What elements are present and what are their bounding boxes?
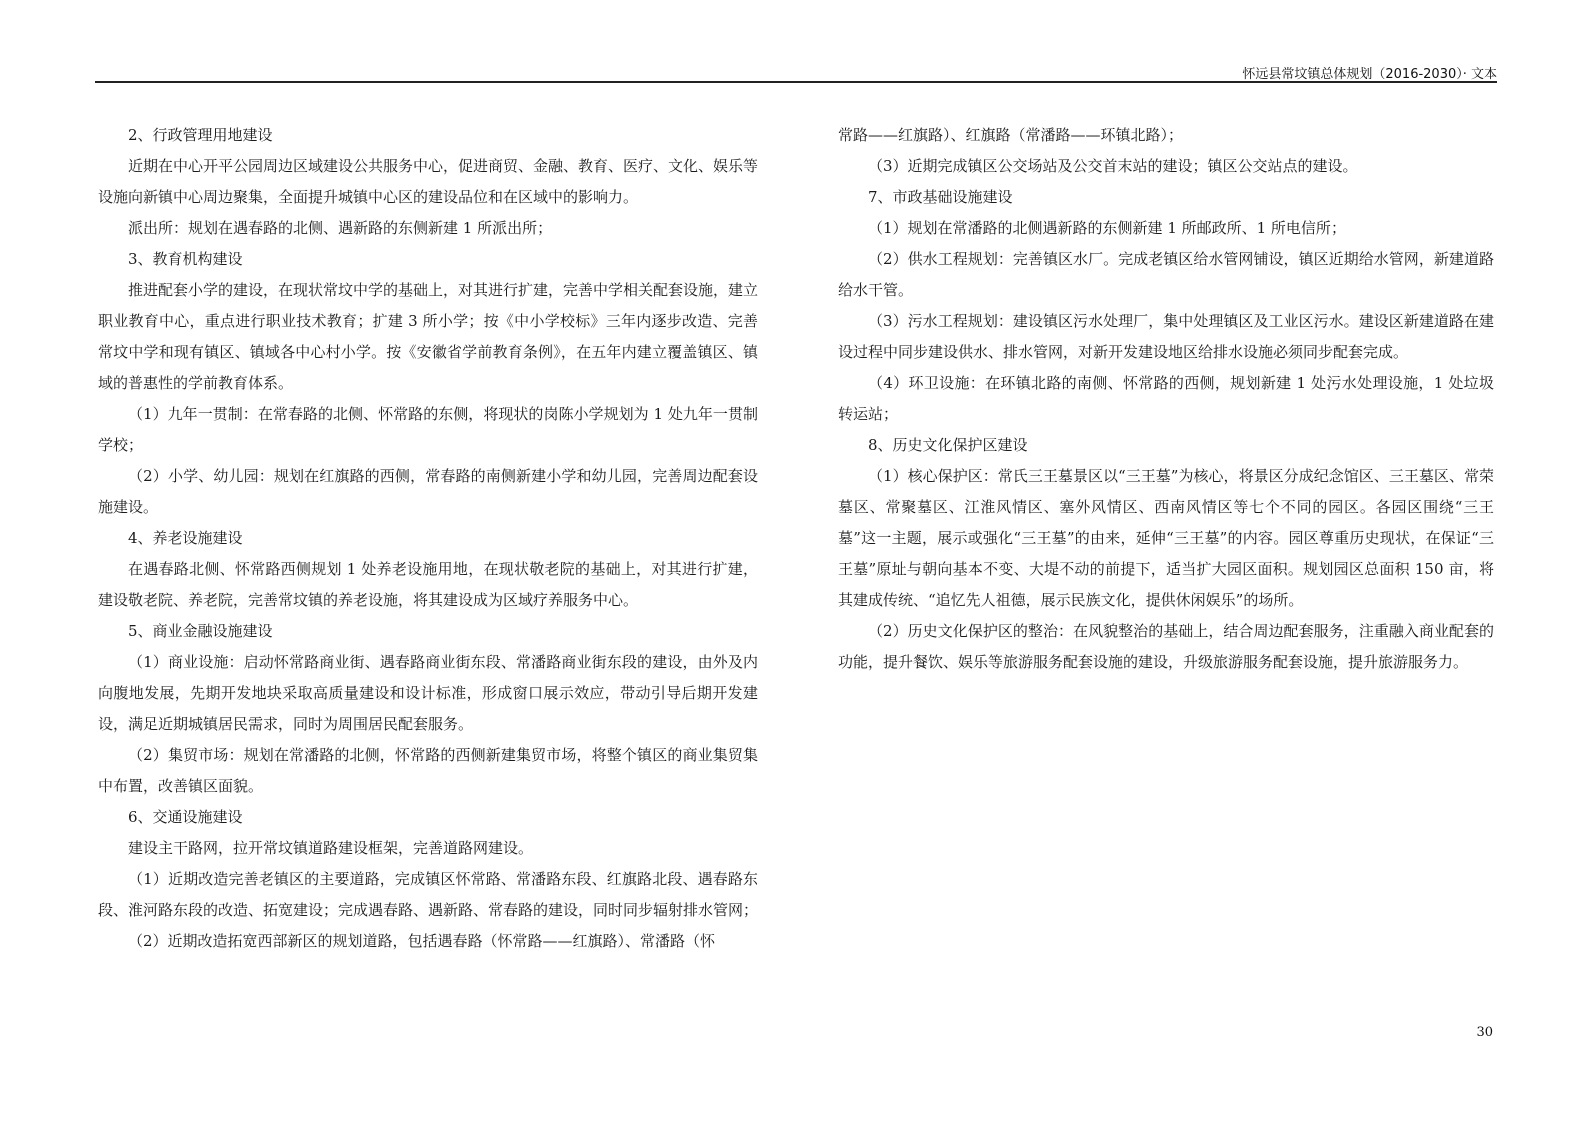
section-heading-education: 3、教育机构建设 [128,250,243,268]
paragraph: （4）环卫设施：在环镇北路的南侧、怀常路的西侧，规划新建 1 处污水处理设施，1 处垃圾转运站； [838,374,1494,423]
paragraph: 近期在中心开平公园周边区域建设公共服务中心，促进商贸、金融、教育、医疗、文化、娱乐等设施向新镇中心周边聚集，全面提升城镇中心区的建设品位和在区域中的影响力。 [98,157,759,206]
section-heading-admin: 2、行政管理用地建设 [128,126,273,144]
paragraph: 推进配套小学的建设，在现状常坟中学的基础上，对其进行扩建，完善中学相关配套设施，建立职业教育中心，重点进行职业技术教育；扩建 3 所小学；按《中小学校标》三年内逐步改造、完善常坟中学和现有镇区、镇域各中心村小学。按《安徽省学前教育条例》，在五年内建立覆盖镇区、镇域的普惠性的学前教育体系。 [98,281,759,392]
paragraph: （1）核心保护区：常氏三王墓景区以“三王墓”为核心，将景区分成纪念馆区、三王墓区、常荣墓区、常聚墓区、江淮风情区、塞外风情区、西南风情区等七个不同的园区。各园区围绕“三王墓”这一主题，展示或强化“三王墓”的由来，延伸“三王墓”的内容。园区尊重历史现状，在保证“三王墓”原址与朝向基本不变、大堤不动的前提下，适当扩大园区面积。规划园区总面积 150 亩，将其建成传统、“追忆先人祖德，展示民族文化，提供休闲娱乐”的场所。 [838,467,1494,609]
paragraph: （2）历史文化保护区的整治：在风貌整治的基础上，结合周边配套服务，注重融入商业配套的功能，提升餐饮、娱乐等旅游服务配套设施的建设，升级旅游服务配套设施，提升旅游服务力。 [838,622,1494,671]
paragraph: （2）小学、幼儿园：规划在红旗路的西侧，常春路的南侧新建小学和幼儿园，完善周边配套设施建设。 [98,467,758,516]
section-heading-commerce: 5、商业金融设施建设 [128,622,273,640]
paragraph-continuation: 常路——红旗路）、红旗路（常潘路——环镇北路）； [838,126,1184,144]
right-column [838,120,1494,678]
left-column [98,120,758,957]
paragraph: （3）污水工程规划：建设镇区污水处理厂，集中处理镇区及工业区污水。建设区新建道路在建设过程中同步建设供水、排水管网，对新开发建设地区给排水设施必须同步配套完成。 [838,312,1494,361]
paragraph: （1）规划在常潘路的北侧遇新路的东侧新建 1 所邮政所、1 所电信所； [868,219,1346,237]
paragraph: （1）商业设施：启动怀常路商业街、遇春路商业街东段、常潘路商业街东段的建设，由外及内向腹地发展，先期开发地块采取高质量建设和设计标准，形成窗口展示效应，带动引导后期开发建设，满足近期城镇居民需求，同时为周围居民配套服务。 [98,653,758,733]
header-divider [95,81,1497,83]
paragraph: （3）近期完成镇区公交场站及公交首末站的建设；镇区公交站点的建设。 [868,157,1358,175]
paragraph: （2）近期改造拓宽西部新区的规划道路，包括遇春路（怀常路——红旗路）、常潘路（怀 [128,932,716,950]
paragraph: 派出所：规划在遇春路的北侧、遇新路的东侧新建 1 所派出所； [128,219,553,237]
paragraph: 在遇春路北侧、怀常路西侧规划 1 处养老设施用地，在现状敬老院的基础上，对其进行扩建，建设敬老院、养老院，完善常坟镇的养老设施，将其建设成为区域疗养服务中心。 [98,560,758,609]
section-heading-heritage: 8、历史文化保护区建设 [868,436,1028,454]
paragraph: （2）供水工程规划：完善镇区水厂。完成老镇区给水管网铺设，镇区近期给水管网，新建道路给水干管。 [838,250,1494,299]
paragraph: （1）九年一贯制：在常春路的北侧、怀常路的东侧，将现状的岗陈小学规划为 1 处九年一贯制学校； [98,405,758,454]
header-title: 怀远县常坟镇总体规划（2016-2030）· 文本 [1242,67,1497,82]
section-heading-infrastructure: 7、市政基础设施建设 [868,188,1013,206]
page-number: 30 [1476,1025,1493,1040]
section-heading-transport: 6、交通设施建设 [128,808,243,826]
paragraph: 建设主干路网，拉开常坟镇道路建设框架，完善道路网建设。 [128,839,534,857]
paragraph: （2）集贸市场：规划在常潘路的北侧，怀常路的西侧新建集贸市场，将整个镇区的商业集贸集中布置，改善镇区面貌。 [98,746,758,795]
section-heading-elderly: 4、养老设施建设 [128,529,243,547]
paragraph: （1）近期改造完善老镇区的主要道路，完成镇区怀常路、常潘路东段、红旗路北段、遇春路东段、淮河路东段的改造、拓宽建设；完成遇春路、遇新路、常春路的建设，同时同步辐射排水管网； [98,870,759,919]
